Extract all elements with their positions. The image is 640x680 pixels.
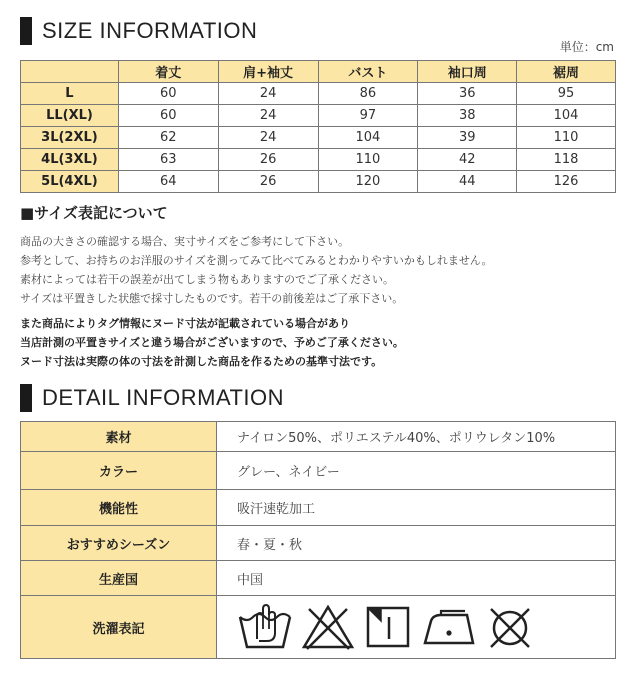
size-table-header: 裾周	[517, 61, 616, 83]
detail-label: 機能性	[21, 490, 217, 526]
table-row	[21, 127, 616, 149]
size-value-cell: 36	[418, 83, 517, 105]
size-value-cell: 42	[418, 149, 517, 171]
note-line: サイズは平置きした状態で採寸したものです。若干の前後差はご了承下さい。	[20, 292, 404, 305]
size-value-cell: 64	[118, 171, 218, 193]
size-value-cell: 38	[418, 105, 517, 127]
size-value-cell: 24	[218, 127, 318, 149]
size-notes	[20, 232, 493, 308]
table-row	[21, 422, 616, 452]
size-information-title: SIZE INFORMATION	[42, 18, 258, 43]
size-value-cell: 26	[218, 171, 318, 193]
size-value-cell: 95	[517, 83, 616, 105]
size-information-header	[20, 16, 257, 46]
size-label-cell: 5L(4XL)	[21, 171, 119, 193]
size-value-cell: 126	[517, 171, 616, 193]
size-table	[20, 60, 616, 193]
care-symbols-cell	[217, 596, 616, 659]
size-label-cell: 4L(3XL)	[21, 149, 119, 171]
table-row	[21, 596, 616, 659]
size-value-cell: 118	[517, 149, 616, 171]
detail-table	[20, 421, 616, 659]
table-row	[21, 452, 616, 490]
size-value-cell: 39	[418, 127, 517, 149]
note-bold-line: 当店計測の平置きサイズと違う場合がございますので、予めご了承ください。	[20, 336, 404, 349]
size-table-header: 袖口周	[418, 61, 517, 83]
size-value-cell: 110	[318, 149, 418, 171]
size-label-cell: L	[21, 83, 119, 105]
size-value-cell: 86	[318, 83, 418, 105]
detail-label: おすすめシーズン	[21, 526, 217, 561]
size-table-header: バスト	[318, 61, 418, 83]
detail-information-header	[20, 383, 284, 413]
size-table-header-row	[21, 61, 616, 83]
detail-label: 素材	[21, 422, 217, 452]
size-value-cell: 62	[118, 127, 218, 149]
note-line: 商品の大きさの確認する場合、実寸サイズをご参考にして下さい。	[20, 235, 350, 248]
table-row	[21, 526, 616, 561]
detail-label: カラー	[21, 452, 217, 490]
detail-label: 洗濯表記	[21, 596, 217, 659]
detail-value: グレー、ネイビー	[217, 452, 616, 490]
table-row	[21, 490, 616, 526]
detail-label: 生産国	[21, 561, 217, 596]
size-value-cell: 26	[218, 149, 318, 171]
size-value-cell: 24	[218, 83, 318, 105]
size-value-cell: 24	[218, 105, 318, 127]
note-bold-line: また商品によりタグ情報にヌード寸法が記載されている場合があり	[20, 317, 350, 330]
detail-value: ナイロン50%、ポリエステル40%、ポリウレタン10%	[217, 422, 616, 452]
note-line: 素材によっては若干の誤差が出てしまう物もありますのでご了承ください。	[20, 273, 394, 286]
size-label-cell: LL(XL)	[21, 105, 119, 127]
detail-value: 中国	[217, 561, 616, 596]
size-value-cell: 104	[517, 105, 616, 127]
size-value-cell: 104	[318, 127, 418, 149]
detail-information-title: DETAIL INFORMATION	[42, 385, 285, 410]
size-value-cell: 110	[517, 127, 616, 149]
table-row	[21, 105, 616, 127]
size-notes-title: ■サイズ表記について	[20, 204, 168, 222]
low-iron-icon	[421, 603, 477, 651]
unit-label: 単位：cm	[559, 40, 614, 54]
note-bold-line: ヌード寸法は実際の体の寸法を計測した商品を作るための基準寸法です。	[20, 355, 383, 368]
no-bleach-icon	[301, 603, 355, 651]
size-value-cell: 63	[118, 149, 218, 171]
table-row	[21, 149, 616, 171]
detail-value: 吸汗速乾加工	[217, 490, 616, 526]
size-value-cell: 120	[318, 171, 418, 193]
table-row	[21, 561, 616, 596]
size-value-cell: 60	[118, 83, 218, 105]
size-value-cell: 60	[118, 105, 218, 127]
size-value-cell: 44	[418, 171, 517, 193]
size-notes-emphasis	[20, 314, 404, 371]
size-table-header	[21, 61, 119, 83]
size-table-header: 肩+袖丈	[218, 61, 318, 83]
table-row	[21, 83, 616, 105]
size-label-cell: 3L(2XL)	[21, 127, 119, 149]
section-marker	[20, 384, 32, 412]
no-dry-clean-icon	[485, 603, 535, 651]
detail-value: 春・夏・秋	[217, 526, 616, 561]
line-dry-shade-icon	[363, 603, 413, 651]
table-row	[21, 171, 616, 193]
section-marker	[20, 17, 32, 45]
size-table-header: 着丈	[118, 61, 218, 83]
care-symbols	[237, 603, 615, 651]
hand-wash-icon	[237, 603, 293, 651]
note-line: 参考として、お持ちのお洋服のサイズを測ってみて比べてみるとわかりやすいかもしれません。	[20, 254, 493, 267]
size-value-cell: 97	[318, 105, 418, 127]
